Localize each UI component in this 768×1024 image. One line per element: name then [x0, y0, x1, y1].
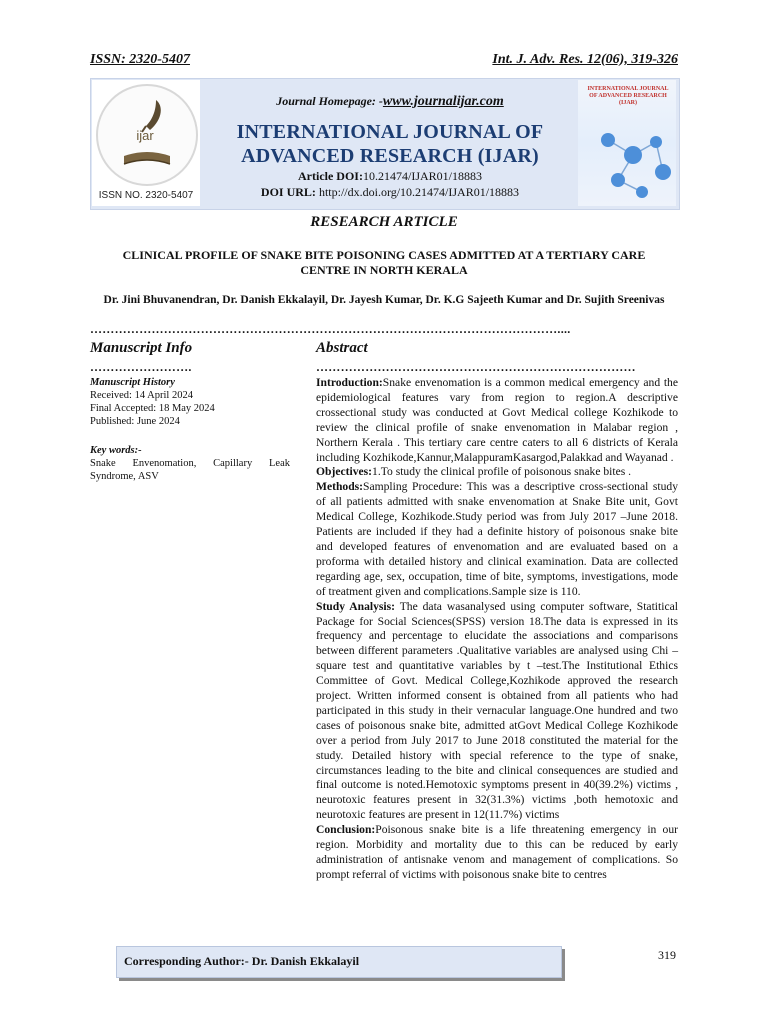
journal-homepage: [210, 94, 570, 110]
doi-block: [210, 168, 570, 200]
doi-url-link[interactable]: http://dx.doi.org/10.21474/IJAR01/18883: [318, 185, 520, 199]
logo-text: ijar: [136, 128, 154, 143]
received-date: Received: 14 April 2024: [90, 390, 193, 401]
accepted-date: Final Accepted: 18 May 2024: [90, 403, 215, 414]
journal-title: INTERNATIONAL JOURNAL OF ADVANCED RESEARCH (IJAR): [236, 121, 544, 167]
article-doi: 10.21474/IJAR01/18883: [362, 169, 482, 183]
issn-label: ISSN: 2320-5407: [90, 52, 190, 67]
published-date: Published: June 2024: [90, 416, 180, 427]
history-label: Manuscript History: [90, 377, 175, 388]
paper-title: CLINICAL PROFILE OF SNAKE BITE POISONING CASES ADMITTED AT A TERTIARY CARE CENTRE IN NORTH KERALA: [122, 248, 646, 277]
keywords-text: Snake Envenomation, Capillary Leak Syndrome, ASV: [90, 458, 290, 482]
abstract-objectives: [316, 465, 678, 480]
journal-citation: Int. J. Adv. Res. 12(06), 319-326: [492, 52, 678, 67]
cover-title: INTERNATIONAL JOURNAL OF ADVANCED RESEARCH (IJAR): [587, 86, 669, 106]
manuscript-info: [90, 376, 290, 483]
homepage-label: Journal Homepage: -: [276, 94, 383, 108]
study-analysis-text: The data wasanalysed using computer software, Statitical Package for Social Sciences(SPSS) version 18.The data is expressed in its frequency and percentage to elucidate the associations and comparisons between different parameters .Qualitative variables are analysed using Chi –square test and quantitative variables by t –test.The Institutional Ethics Committee of Govt. Medical College,Kozhikode approved the research project. Written informed consent is obtained from all patients who had participated in this study in their vernacular language.One hundred and two cases of poisonous snake bite, admitted atGovt Medical College Kozhikode over a period from July 2017 to June 2018 constituted the material for the study. Detailed history with special reference to the type of snake, circumstances leading to the bite and clinical consequences are studied and final outcome is noted.Hemotoxic symptoms present in 40(39.2%) victims , neurotoxic features present in 32(31.3%) victims ,both hemotoxic and neurotoxic features are present in 12(11.7%) victims: [316, 599, 678, 822]
introduction-text: Snake envenomation is a common medical emergency and the epidemiological features vary from region to region.A descriptive crossectional study was conducted at Govt Medical college Kozhikode to review the clinical profile of snake envenomation in Malabar region , Northern Kerala . This tertiary care centre caters to all 6 districts of Kerala including Kozhikode,Kannur,MalappuramKasargod,Palakkad and Wayanad .: [316, 376, 678, 464]
doi-url-label: DOI URL:: [260, 185, 316, 199]
abstract-introduction: [316, 376, 678, 465]
article-doi-label: Article DOI:: [298, 169, 363, 183]
corresponding-author: Corresponding Author:- Dr. Danish Ekkalayil: [124, 954, 360, 968]
logo-issn: ISSN NO. 2320-5407: [98, 190, 194, 201]
abstract-methods: [316, 480, 678, 599]
conclusion-text: Poisonous snake bite is a life threatening emergency in our region. Morbidity and mortality due to this can be reduced by early administration of antisnake venom and management of complications. So prompt referral of victims with poisonous snake bite to centres: [316, 823, 678, 881]
right-separator: ……………………………………………………………………: [316, 360, 636, 374]
abstract-heading: Abstract: [316, 340, 368, 356]
methods-label: Methods:: [316, 480, 364, 494]
study-analysis-label: Study Analysis:: [316, 599, 396, 613]
conclusion-label: Conclusion:: [316, 823, 376, 837]
abstract-body: [316, 376, 678, 883]
article-type: RESEARCH ARTICLE: [310, 214, 458, 230]
methods-text: Sampling Procedure: This was a descriptive cross-sectional study of all patients admitted with snake envenomation at Snake Bite unit, Govt Medical College, Kozhikode.Study period was from July 2017 –June 2018. Patients are included if they had a definite history of poisonous snake bite and developed features of envenomation and are evaluated based on a proforma with detailed history and clinical examination. Data are collected regarding age, sex, occupation, time of bite, symptoms, investigations, mode of treatment given and complications.Sample size is 110.: [316, 480, 678, 598]
separator-line: ……………………………………………………………………………………………………....: [90, 322, 571, 336]
abstract-conclusion: [316, 823, 678, 883]
objectives-label: Objectives:: [316, 465, 373, 479]
left-separator: …………………….: [90, 360, 192, 374]
homepage-link[interactable]: www.journalijar.com: [382, 94, 504, 109]
objectives-text: 1.To study the clinical profile of poisonous snake bites .: [372, 465, 632, 479]
keywords-label: Key words:-: [90, 445, 142, 456]
introduction-label: Introduction:: [316, 376, 383, 389]
running-header: [90, 44, 678, 68]
page-number: 319: [658, 948, 676, 962]
abstract-study-analysis: [316, 600, 678, 824]
manuscript-info-heading: Manuscript Info: [90, 340, 193, 356]
author-list: Dr. Jini Bhuvanendran, Dr. Danish Ekkalayil, Dr. Jayesh Kumar, Dr. K.G Sajeeth Kumar and Dr. Sujith Sreenivas: [103, 294, 665, 306]
